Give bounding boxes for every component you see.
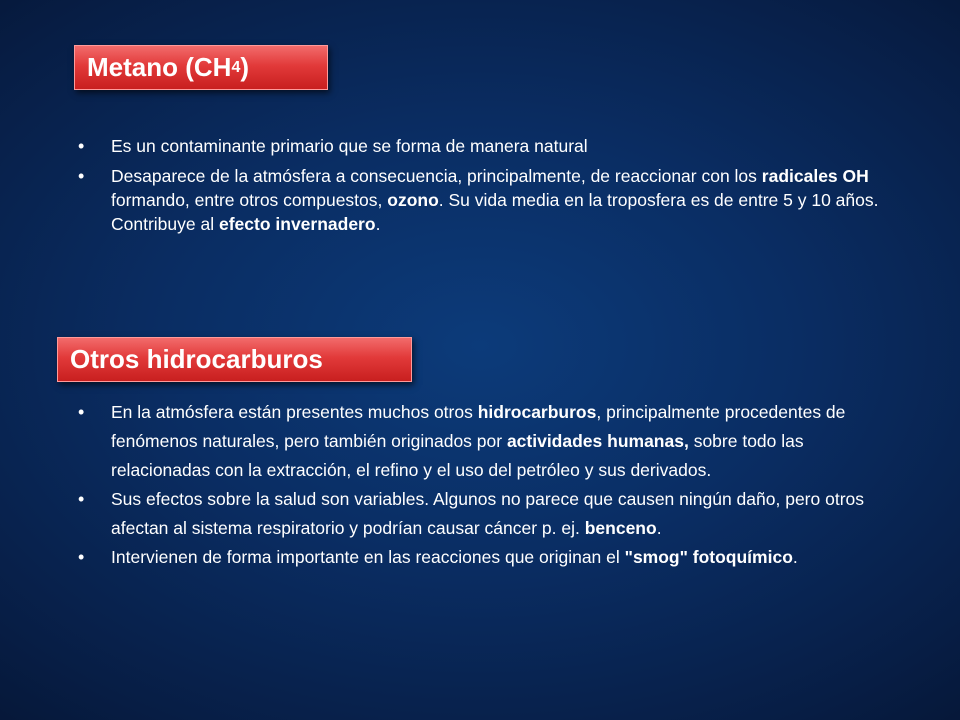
highlight-term: benceno xyxy=(584,518,657,538)
list-item: • Desaparece de la atmósfera a consecuencia, principalmente, de reaccionar con los radicales OH formando, entre otros compuestos, ozono. Su vida media en la troposfera es de entre 5 y 10 años. Contribuye al efecto invernadero. xyxy=(76,164,896,236)
title-text-end: ) xyxy=(240,52,250,82)
highlight-term: ozono xyxy=(387,190,439,210)
highlight-term: "smog" fotoquímico xyxy=(624,547,793,567)
hidrocarburos-bullet-list xyxy=(76,398,876,572)
list-item: • Intervienen de forma importante en las reacciones que originan el "smog" fotoquímico. xyxy=(76,543,876,572)
highlight-term: radicales OH xyxy=(761,166,869,186)
list-item: • En la atmósfera están presentes muchos otros hidrocarburos, principalmente procedentes de fenómenos naturales, pero también originados por actividades humanas, sobre todo las relacionadas con la extracción, el refino y el uso del petróleo y sus derivados. xyxy=(76,398,876,485)
title-text: Otros hidrocarburos xyxy=(70,344,323,374)
highlight-term: actividades humanas, xyxy=(506,431,689,451)
highlight-term: efecto invernadero xyxy=(218,214,376,234)
list-item: • Es un contaminante primario que se forma de manera natural xyxy=(76,134,896,158)
section-title-hidrocarburos xyxy=(57,337,412,382)
title-text: Metano (CH xyxy=(87,52,232,82)
highlight-term: hidrocarburos xyxy=(477,402,597,422)
metano-bullet-list xyxy=(76,134,896,242)
section-title-metano: Metano (CH 4 ) xyxy=(74,45,328,90)
list-item: • Sus efectos sobre la salud son variables. Algunos no parece que causen ningún daño, pero otros afectan al sistema respiratorio y podrían causar cáncer p. ej. benceno. xyxy=(76,485,876,543)
